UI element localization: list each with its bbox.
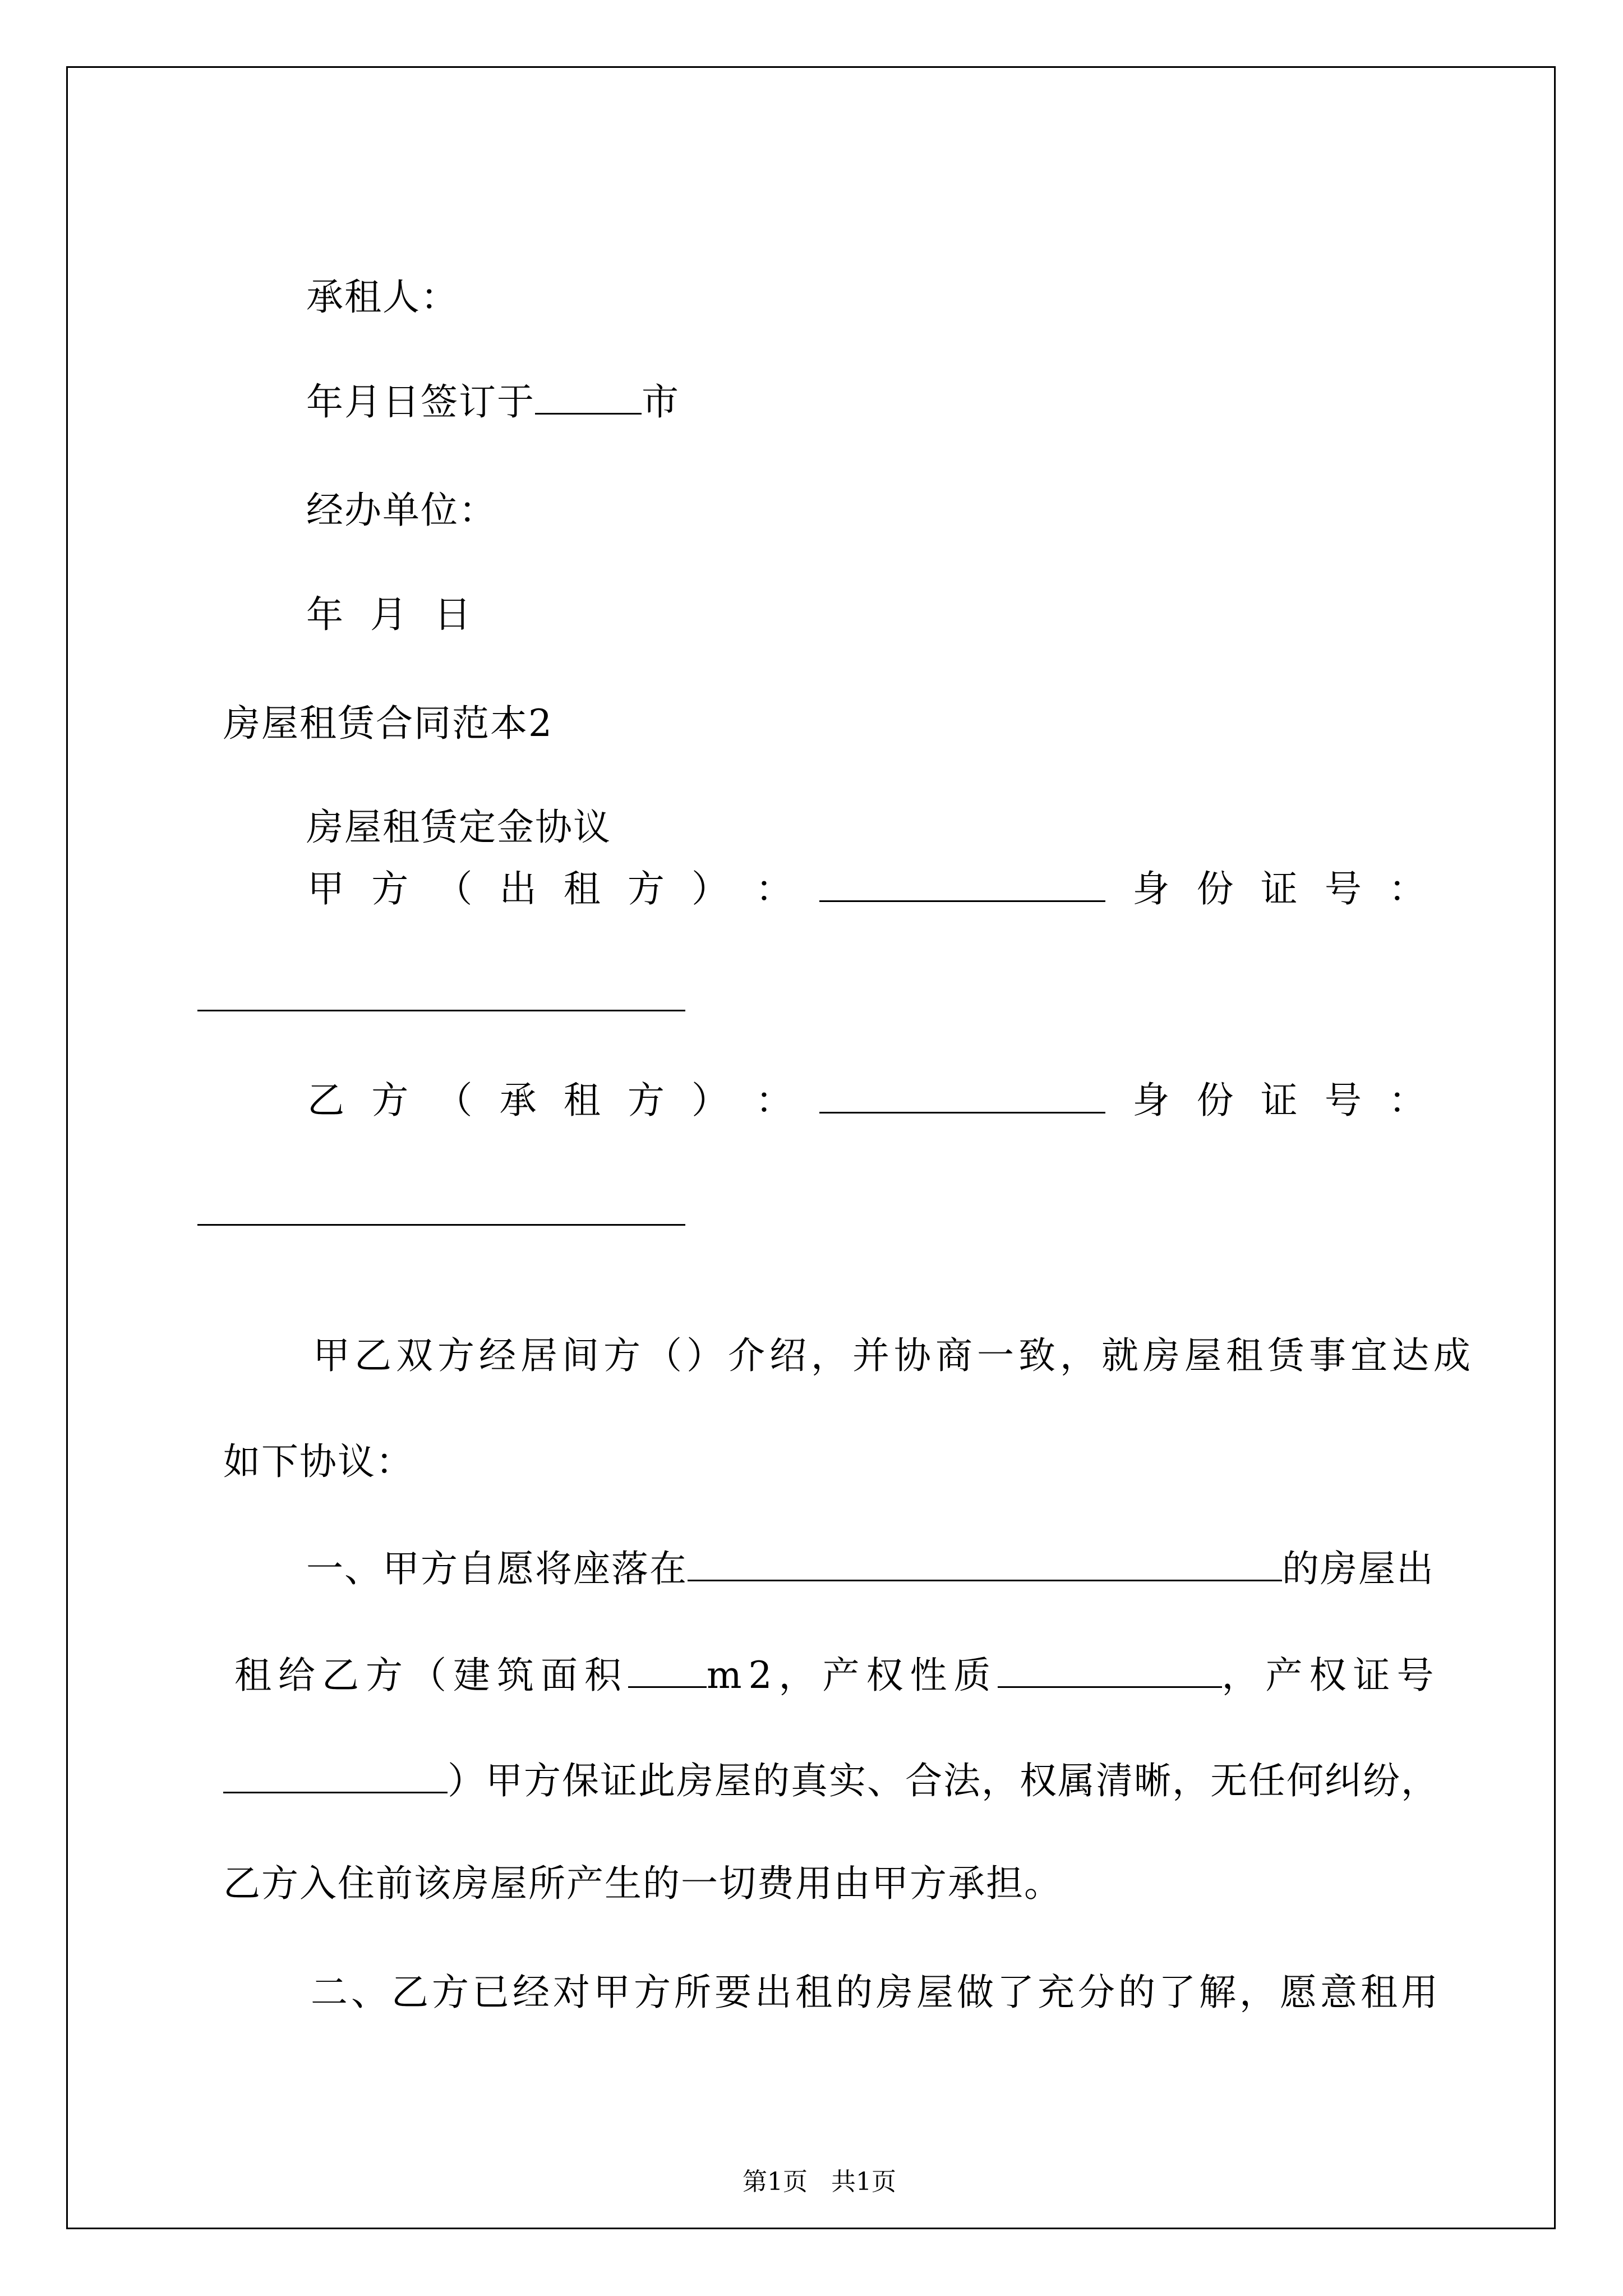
party-b-char: 份: [1196, 1079, 1234, 1122]
area-blank: [628, 1651, 707, 1688]
city-blank: [535, 378, 642, 415]
location-blank: [688, 1545, 1282, 1581]
signed-at-line: [280, 333, 680, 425]
clause1-a-suffix: 的房屋出: [1281, 1547, 1435, 1590]
party-a-char: 身: [1132, 867, 1170, 910]
signed-at-prefix: 年月日签订于: [306, 380, 535, 424]
party-a-char: 号: [1324, 867, 1362, 910]
party-a-char: 方: [371, 867, 409, 910]
party-b-char: ：: [1388, 1079, 1426, 1122]
party-b-char: 租: [563, 1079, 601, 1122]
party-b-char: ）: [691, 1079, 728, 1122]
party-a-char: 证: [1260, 867, 1298, 910]
signed-at-suffix: 市: [641, 380, 680, 424]
date-line: [280, 547, 472, 637]
party-b-line: [197, 1078, 1426, 1123]
clause1-line-b: [197, 1607, 1441, 1698]
lessee-label: 承租人：: [306, 275, 459, 319]
intro-line-1: [280, 1289, 1475, 1378]
subheading-text: 房屋租赁定金协议: [306, 806, 611, 849]
lessee-line: [280, 230, 459, 320]
party-b-char: ：: [755, 1079, 793, 1122]
clause1-line-a: [280, 1500, 1435, 1591]
heading-text: 房屋租赁合同范本2: [223, 702, 553, 745]
party-b-char: 方: [627, 1079, 665, 1122]
clause1-d-text: 乙方入住前该房屋所产生的一切费用由甲方承担。: [223, 1862, 1062, 1905]
party-b-char: 号: [1324, 1079, 1362, 1122]
party-b-id-blank: [197, 1224, 685, 1226]
page-footer: [0, 2138, 1623, 2197]
agency-label: 经办单位：: [306, 489, 497, 532]
party-a-char: 租: [563, 867, 601, 910]
clause1-b-part1: 租给乙方（建筑面积: [234, 1654, 628, 1697]
party-a-char: （: [435, 867, 473, 910]
party-a-char: ：: [755, 867, 793, 910]
intro-text-2: 如下协议：: [223, 1440, 414, 1483]
party-b-char: 承: [499, 1079, 537, 1122]
party-a-name-blank: [819, 867, 1105, 902]
party-a-char: 份: [1196, 867, 1234, 910]
party-a-id-blank: [197, 1010, 685, 1011]
party-a-char: 出: [499, 867, 537, 910]
intro-line-2: [197, 1395, 414, 1484]
page-number: 第1页 共1页: [743, 2168, 896, 2196]
party-a-char: 甲: [307, 867, 345, 910]
intro-text-1: 甲乙双方经居间方（）介绍，并协商一致，就房屋租赁事宜达成: [312, 1334, 1475, 1377]
party-b-char: 乙: [307, 1079, 345, 1122]
clause1-a-prefix: 一、甲方自愿将座落在: [306, 1547, 688, 1590]
party-b-char: 证: [1260, 1079, 1298, 1122]
clause1-b-part3: ，产权证号: [1221, 1654, 1441, 1697]
property-nature-blank: [998, 1651, 1222, 1688]
property-cert-blank: [223, 1757, 448, 1793]
party-a-char: 方: [627, 867, 665, 910]
party-b-char: 身: [1132, 1079, 1170, 1122]
agency-line: [280, 443, 497, 533]
clause1-line-d: [197, 1816, 1062, 1906]
party-b-char: （: [435, 1079, 473, 1122]
clause1-line-c: [197, 1712, 1439, 1803]
date-label: 年 月 日: [306, 593, 472, 636]
clause2-line-a: [280, 1925, 1441, 2015]
party-a-char: ）: [691, 867, 728, 910]
subheading: [280, 760, 611, 850]
party-b-char: 方: [371, 1079, 409, 1122]
clause1-b-part2: m2，产权性质: [706, 1654, 998, 1697]
party-a-line: [197, 867, 1426, 912]
party-b-name-blank: [819, 1078, 1105, 1114]
heading: [197, 656, 553, 746]
clause2-a-text: 二、乙方已经对甲方所要出租的房屋做了充分的了解，愿意租用: [310, 1971, 1441, 2014]
clause1-c-text: ）甲方保证此房屋的真实、合法，权属清晰，无任何纠纷，: [447, 1759, 1439, 1802]
party-a-char: ：: [1388, 867, 1426, 910]
